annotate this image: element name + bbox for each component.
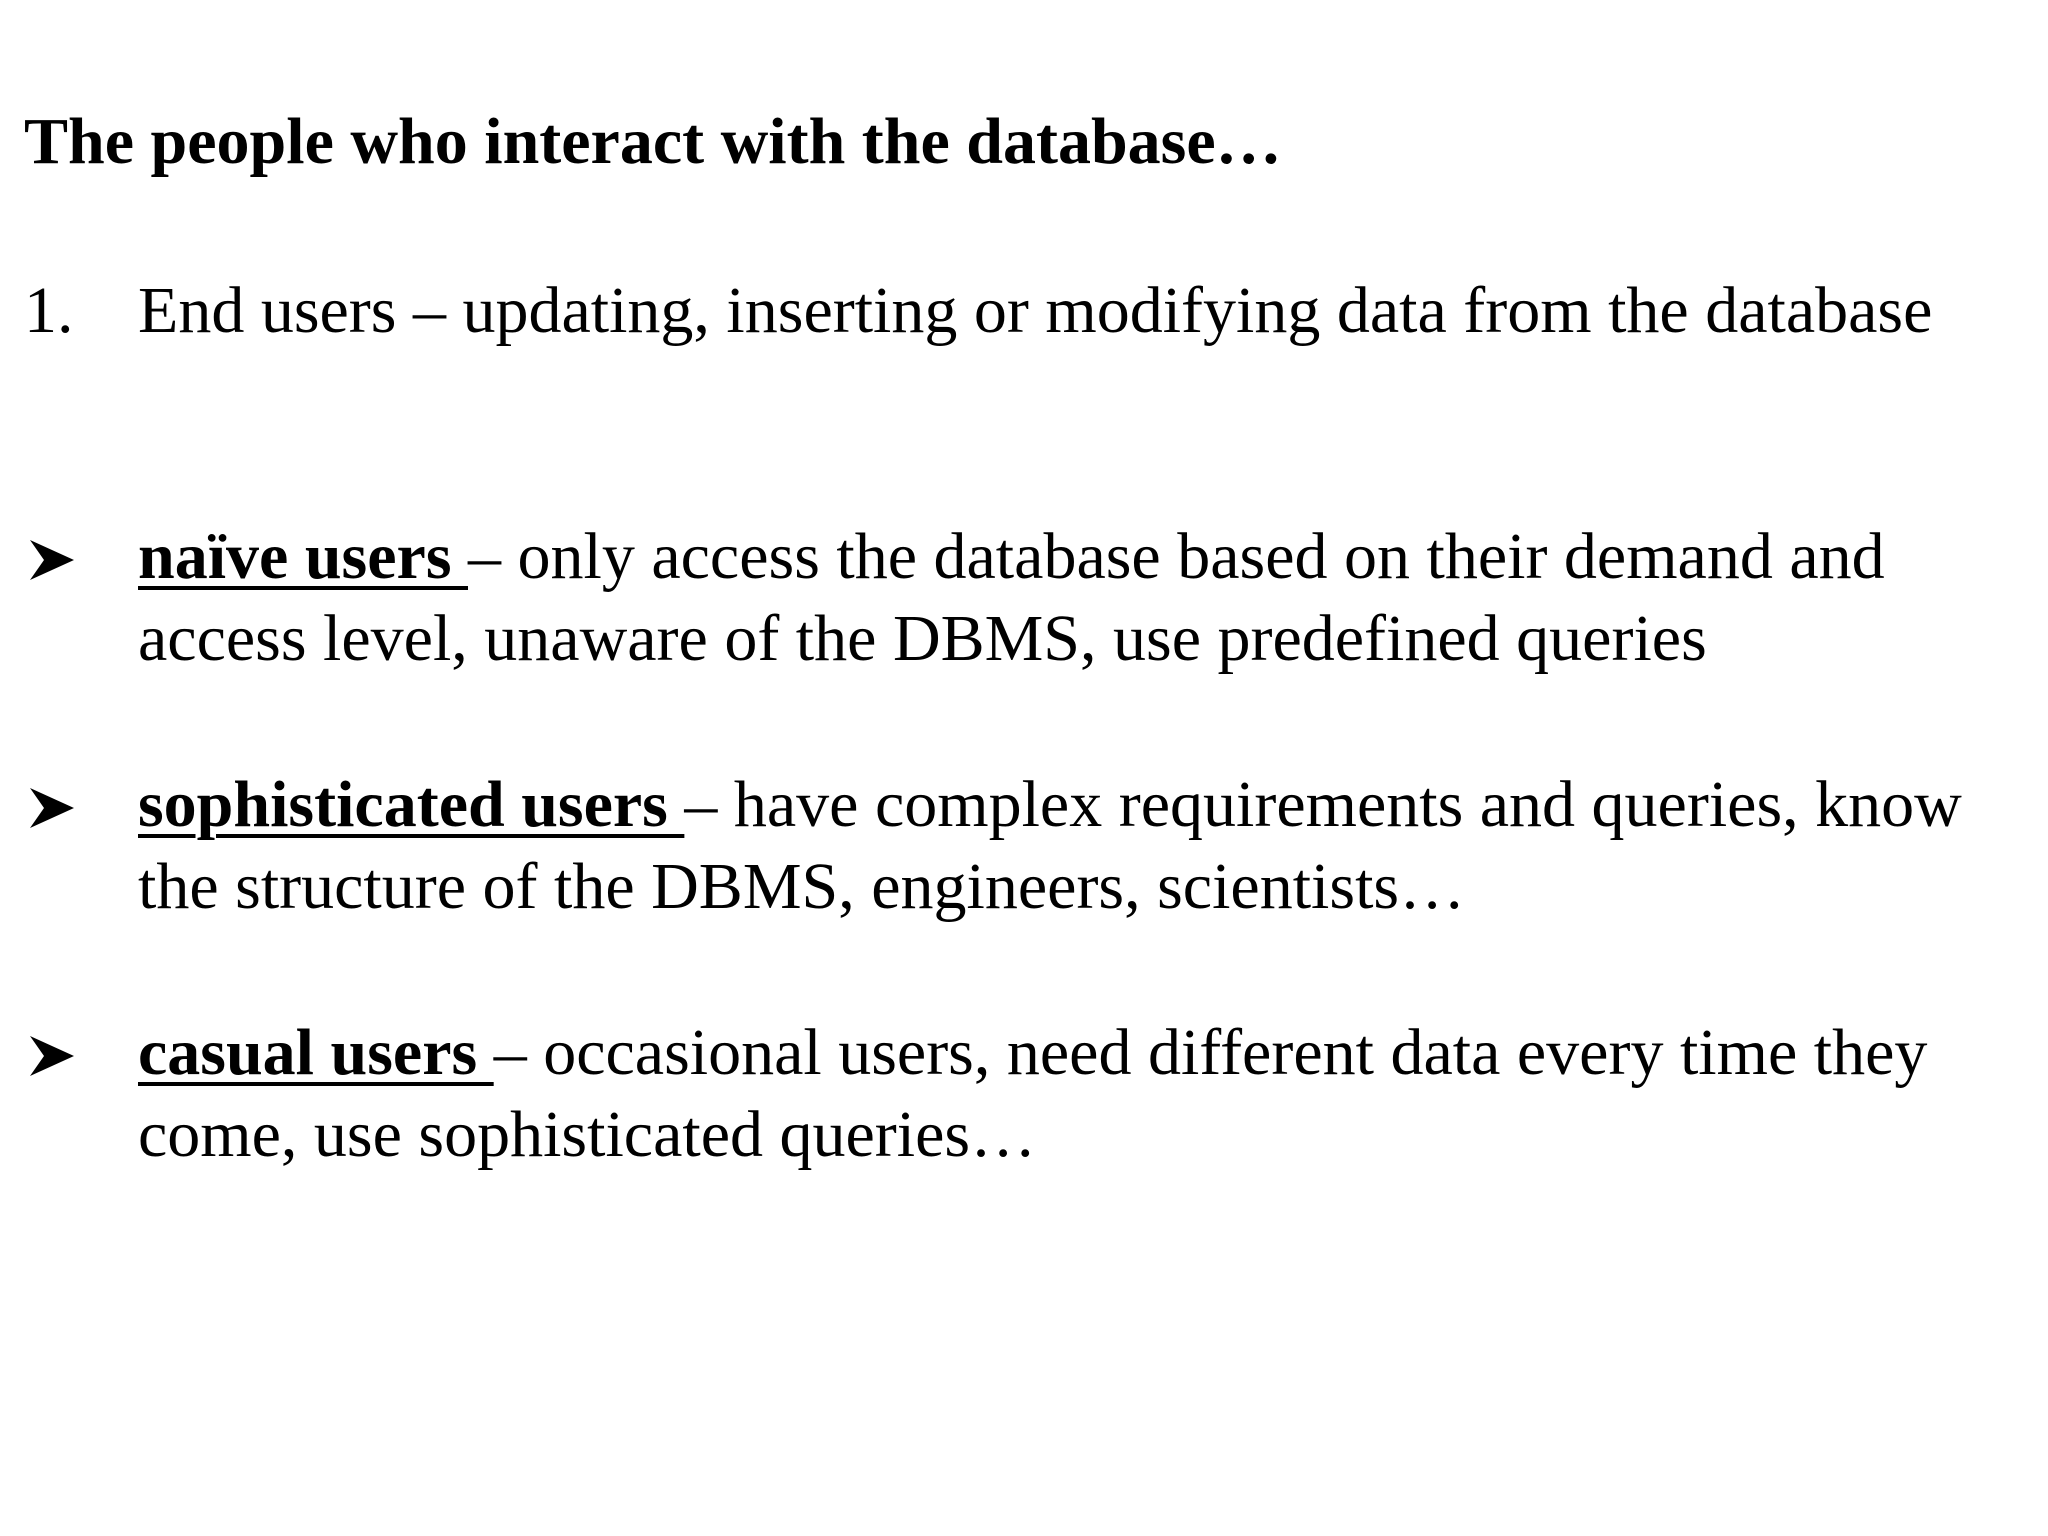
- bullet-description: – occasional users, need different data every time they come, use sophisticated queries…: [138, 1016, 1928, 1171]
- slide-title: The people who interact with the database…: [24, 105, 1282, 178]
- bullet-term: sophisticated users: [138, 768, 685, 841]
- bullet-term: naïve users: [138, 520, 468, 593]
- bullet-description: – only access the database based on their demand and access level, unaware of the DBMS, use predefined queries: [138, 520, 1885, 675]
- bullet-item-naive-users: [24, 516, 2014, 680]
- bullet-text: [138, 516, 2014, 680]
- bullet-description: – have complex requirements and queries, know the structure of the DBMS, engineers, scientists…: [138, 768, 1962, 923]
- bullet-text: [138, 1012, 2014, 1176]
- bullet-item-sophisticated-users: [24, 764, 2014, 928]
- list-number: 1.: [24, 274, 74, 347]
- bullet-term: casual users: [138, 1016, 494, 1089]
- numbered-item-text: End users – updating, inserting or modifying data from the database: [138, 274, 1933, 347]
- bullet-item-casual-users: [24, 1012, 2014, 1176]
- numbered-item-end-users: [24, 270, 2014, 352]
- bullet-text: [138, 764, 2014, 928]
